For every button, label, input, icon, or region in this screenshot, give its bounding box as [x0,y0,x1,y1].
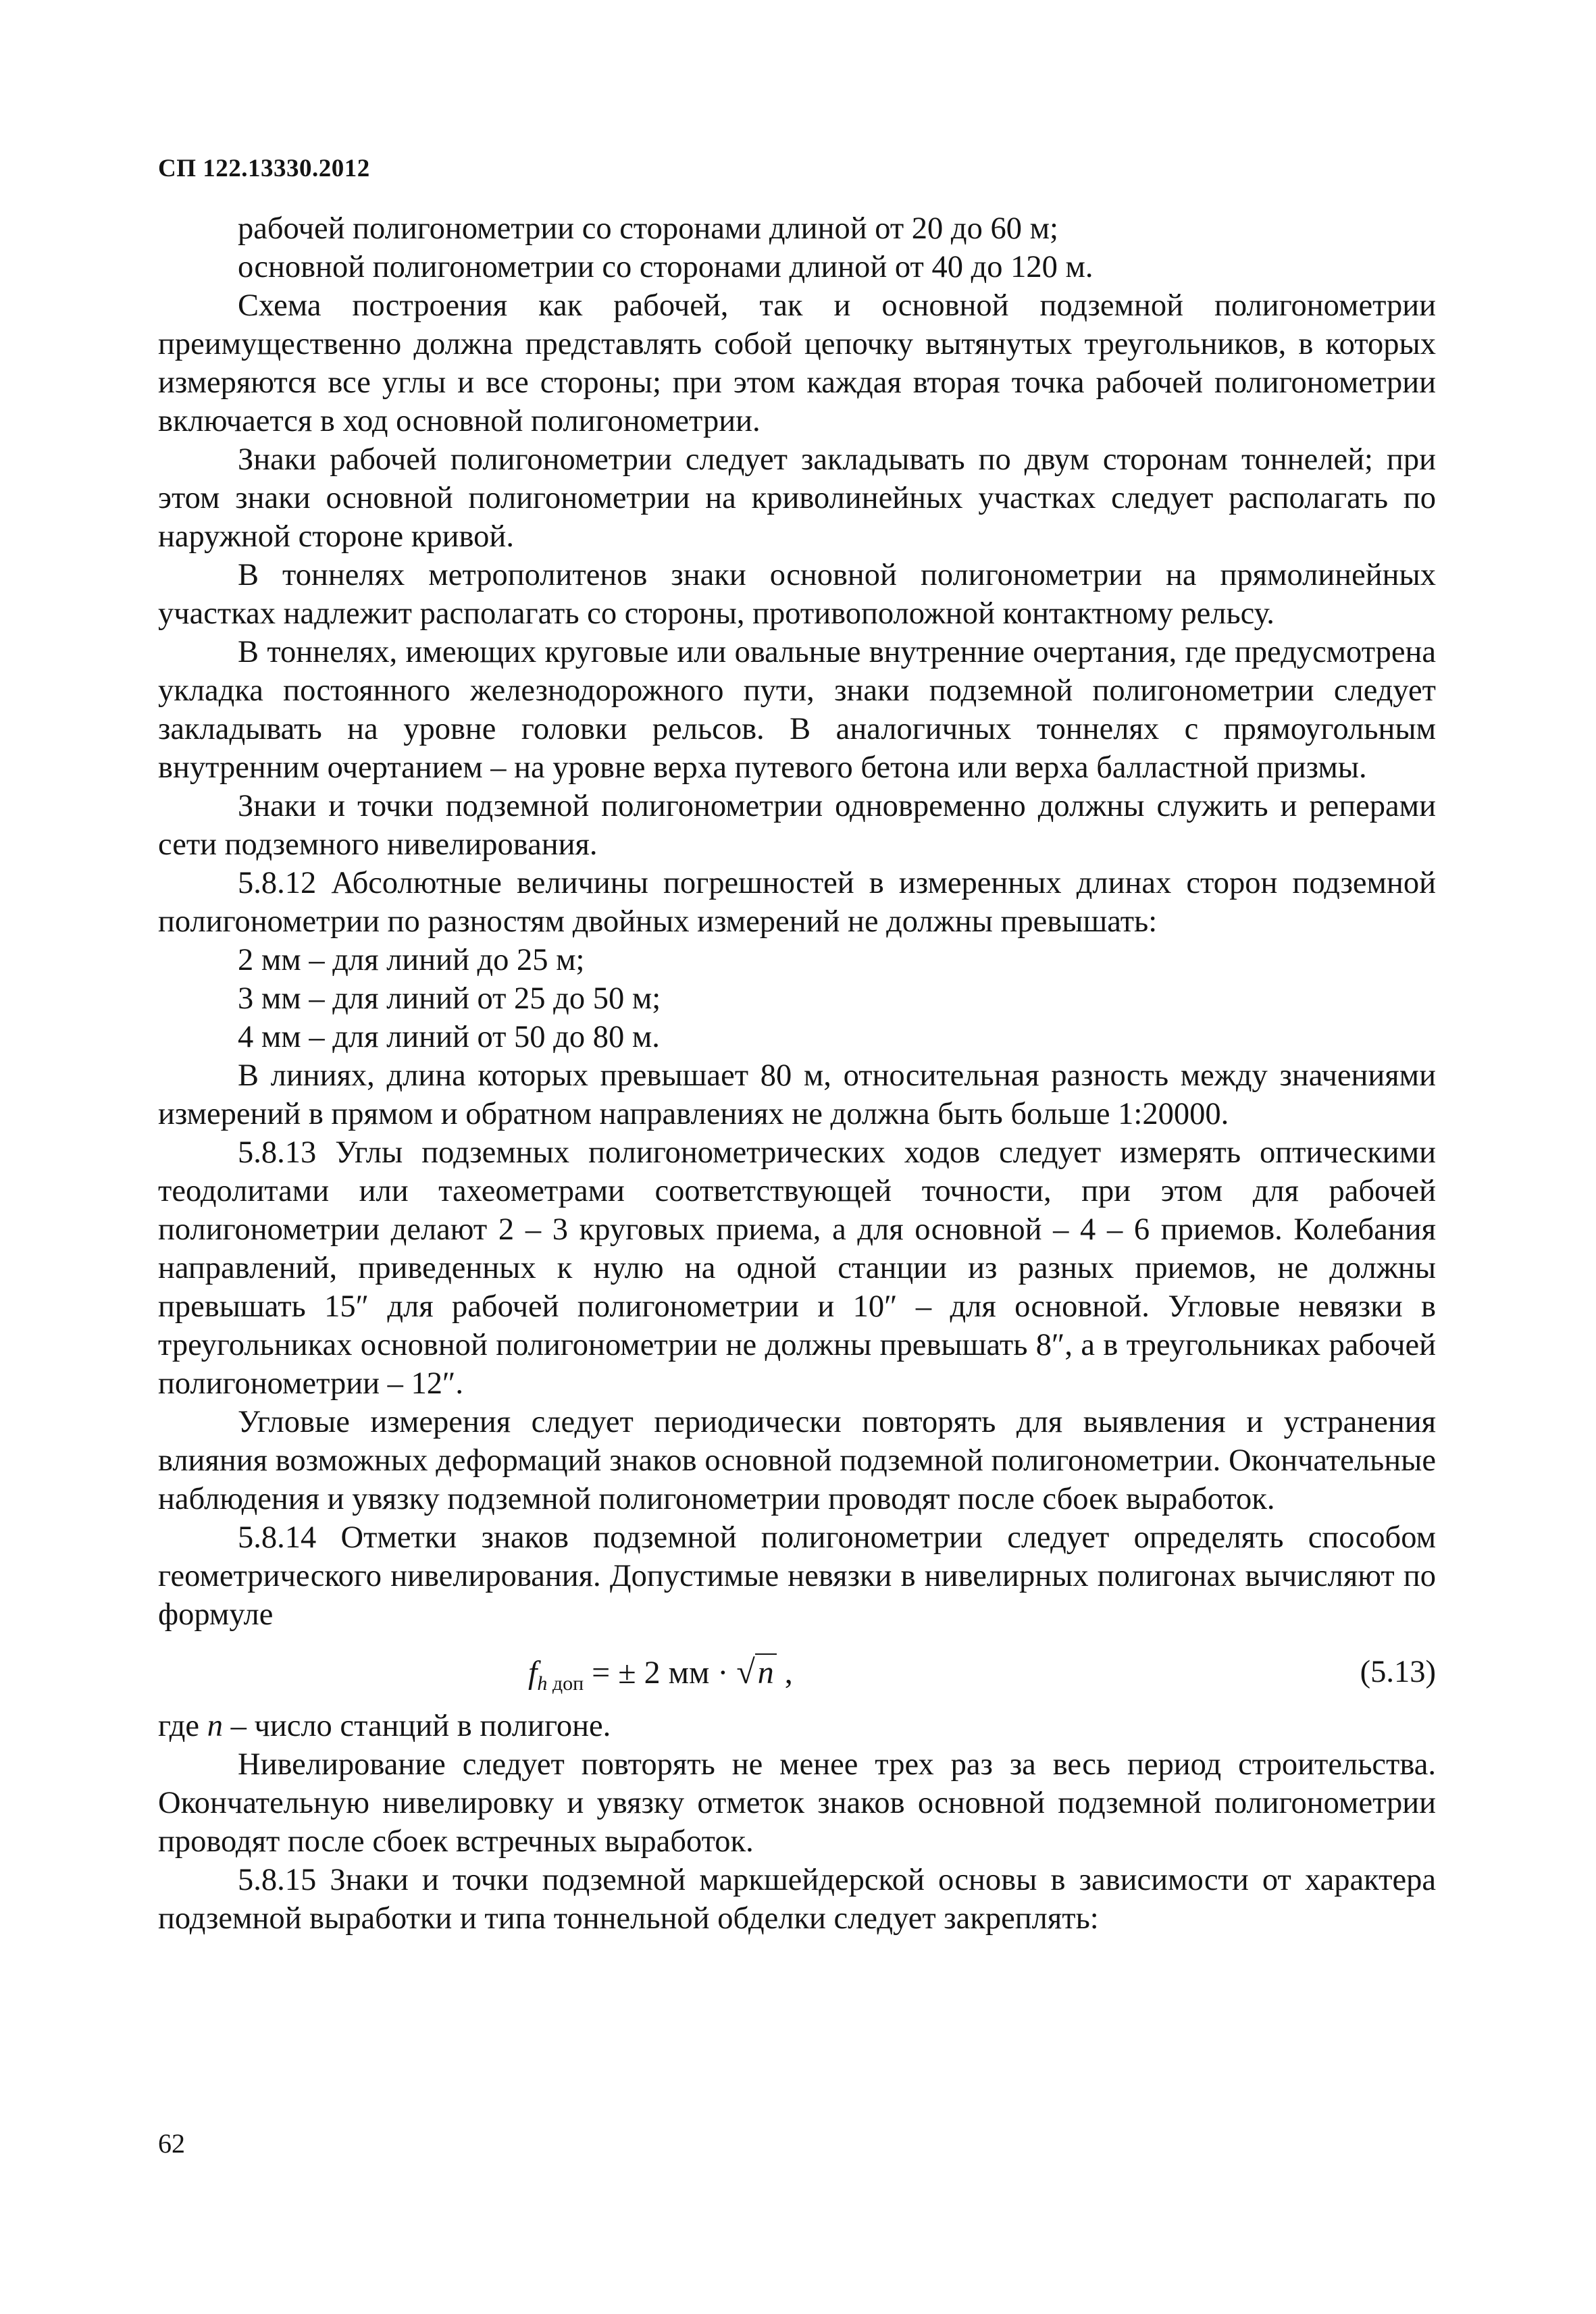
paragraph: рабочей полигонометрии со сторонами длиной от 20 до 60 м; [238,211,1058,246]
body-text [158,209,1436,1938]
list-item: 3 мм – для линий от 25 до 50 м; [238,981,661,1016]
paragraph: Знаки и точки подземной полигонометрии одновременно должны служить и реперами сети подземного нивелирования. [158,789,1436,862]
formula-sub-text: доп [547,1672,584,1695]
formula-number: (5.13) [1360,1655,1436,1689]
page-number: 62 [158,2128,185,2159]
section-5-8-14: 5.8.14 Отметки знаков подземной полигонометрии следует определять способом геометрического нивелирования. Допустимые невязки в нивелирных полигонах вычисляют по формуле [158,1520,1436,1632]
paragraph: В линиях, длина которых превышает 80 м, относительная разность между значениями измерений в прямом и обратном направлениях не должна быть больше 1:20000. [158,1058,1436,1131]
section-5-8-12: 5.8.12 Абсолютные величины погрешностей в измеренных длинах сторон подземной полигонометрии по разностям двойных измерений не должны превышать: [158,866,1436,939]
formula-tail: , [776,1655,793,1691]
paragraph: В тоннелях метрополитенов знаки основной полигонометрии на прямолинейных участках надлежит располагать со стороны, противоположной контактному рельсу. [158,558,1436,631]
section-5-8-15: 5.8.15 Знаки и точки подземной маркшейдерской основы в зависимости от характера подземной выработки и типа тоннельной обделки следует закреплять: [158,1863,1436,1936]
paragraph: В тоннелях, имеющих круговые или овальные внутренние очертания, где предусмотрена укладка постоянного железнодорожного пути, знаки подземной полигонометрии следует закладывать на уровне головки рельсов. В аналогичных тоннелях с прямоугольным внутренним очертанием – на уровне верха путевого бетона или верха балластной призмы. [158,635,1436,785]
document-code-header: СП 122.13330.2012 [158,155,370,182]
paragraph: Знаки рабочей полигонометрии следует закладывать по двум сторонам тоннелей; при этом знаки основной полигонометрии на криволинейных участках следует располагать по наружной стороне кривой. [158,442,1436,554]
formula-subscript [537,1672,584,1695]
where-symbol: n [207,1709,223,1743]
formula-f: f [528,1655,538,1691]
where-line [158,1707,1436,1745]
formula-row [158,1643,1436,1701]
paragraph: Схема построения как рабочей, так и основной подземной полигонометрии преимущественно должна представлять собой цепочку вытянутых треугольников, в которых измеряются все углы и все стороны; при этом каждая вторая точка рабочей полигонометрии включается в ход основной полигонометрии. [158,288,1436,438]
paragraph: Нивелирование следует повторять не менее трех раз за весь период строительства. Окончательную нивелировку и увязку отметок знаков основной подземной полигонометрии проводят после сбоек встречных выработок. [158,1747,1436,1859]
section-5-8-13: 5.8.13 Углы подземных полигонометрических ходов следует измерять оптическими теодолитами или тахеометрами соответствующей точности, при этом для рабочей полигонометрии делают 2 – 3 круговых приема, а для основной – 4 – 6 приемов. Колебания направлений, приведенных к нулю на одной станции из разных приемов, не должны превышать 15″ для рабочей полигонометрии и 10″ – для основной. Угловые невязки в треугольниках основной полигонометрии не должны превышать 8″, а в треугольниках рабочей полигонометрии – 12″. [158,1135,1436,1401]
formula-rhs: = ± 2 мм · [584,1655,737,1691]
formula-5-13 [528,1653,793,1703]
formula-radicand: n [755,1653,777,1691]
where-prefix: где [158,1709,207,1743]
where-suffix: – число станций в полигоне. [222,1709,611,1743]
list-item: 2 мм – для линий до 25 м; [238,943,585,977]
paragraph: Угловые измерения следует периодически повторять для выявления и устранения влияния возможных деформаций знаков основной подземной полигонометрии. Окончательные наблюдения и увязку подземной полигонометрии проводят после сбоек выработок. [158,1405,1436,1516]
formula-sub-h: h [537,1672,548,1695]
paragraph: основной полигонометрии со сторонами длиной от 40 до 120 м. [238,250,1093,284]
list-item: 4 мм – для линий от 50 до 80 м. [238,1020,660,1054]
sqrt-symbol: √ [736,1653,755,1691]
